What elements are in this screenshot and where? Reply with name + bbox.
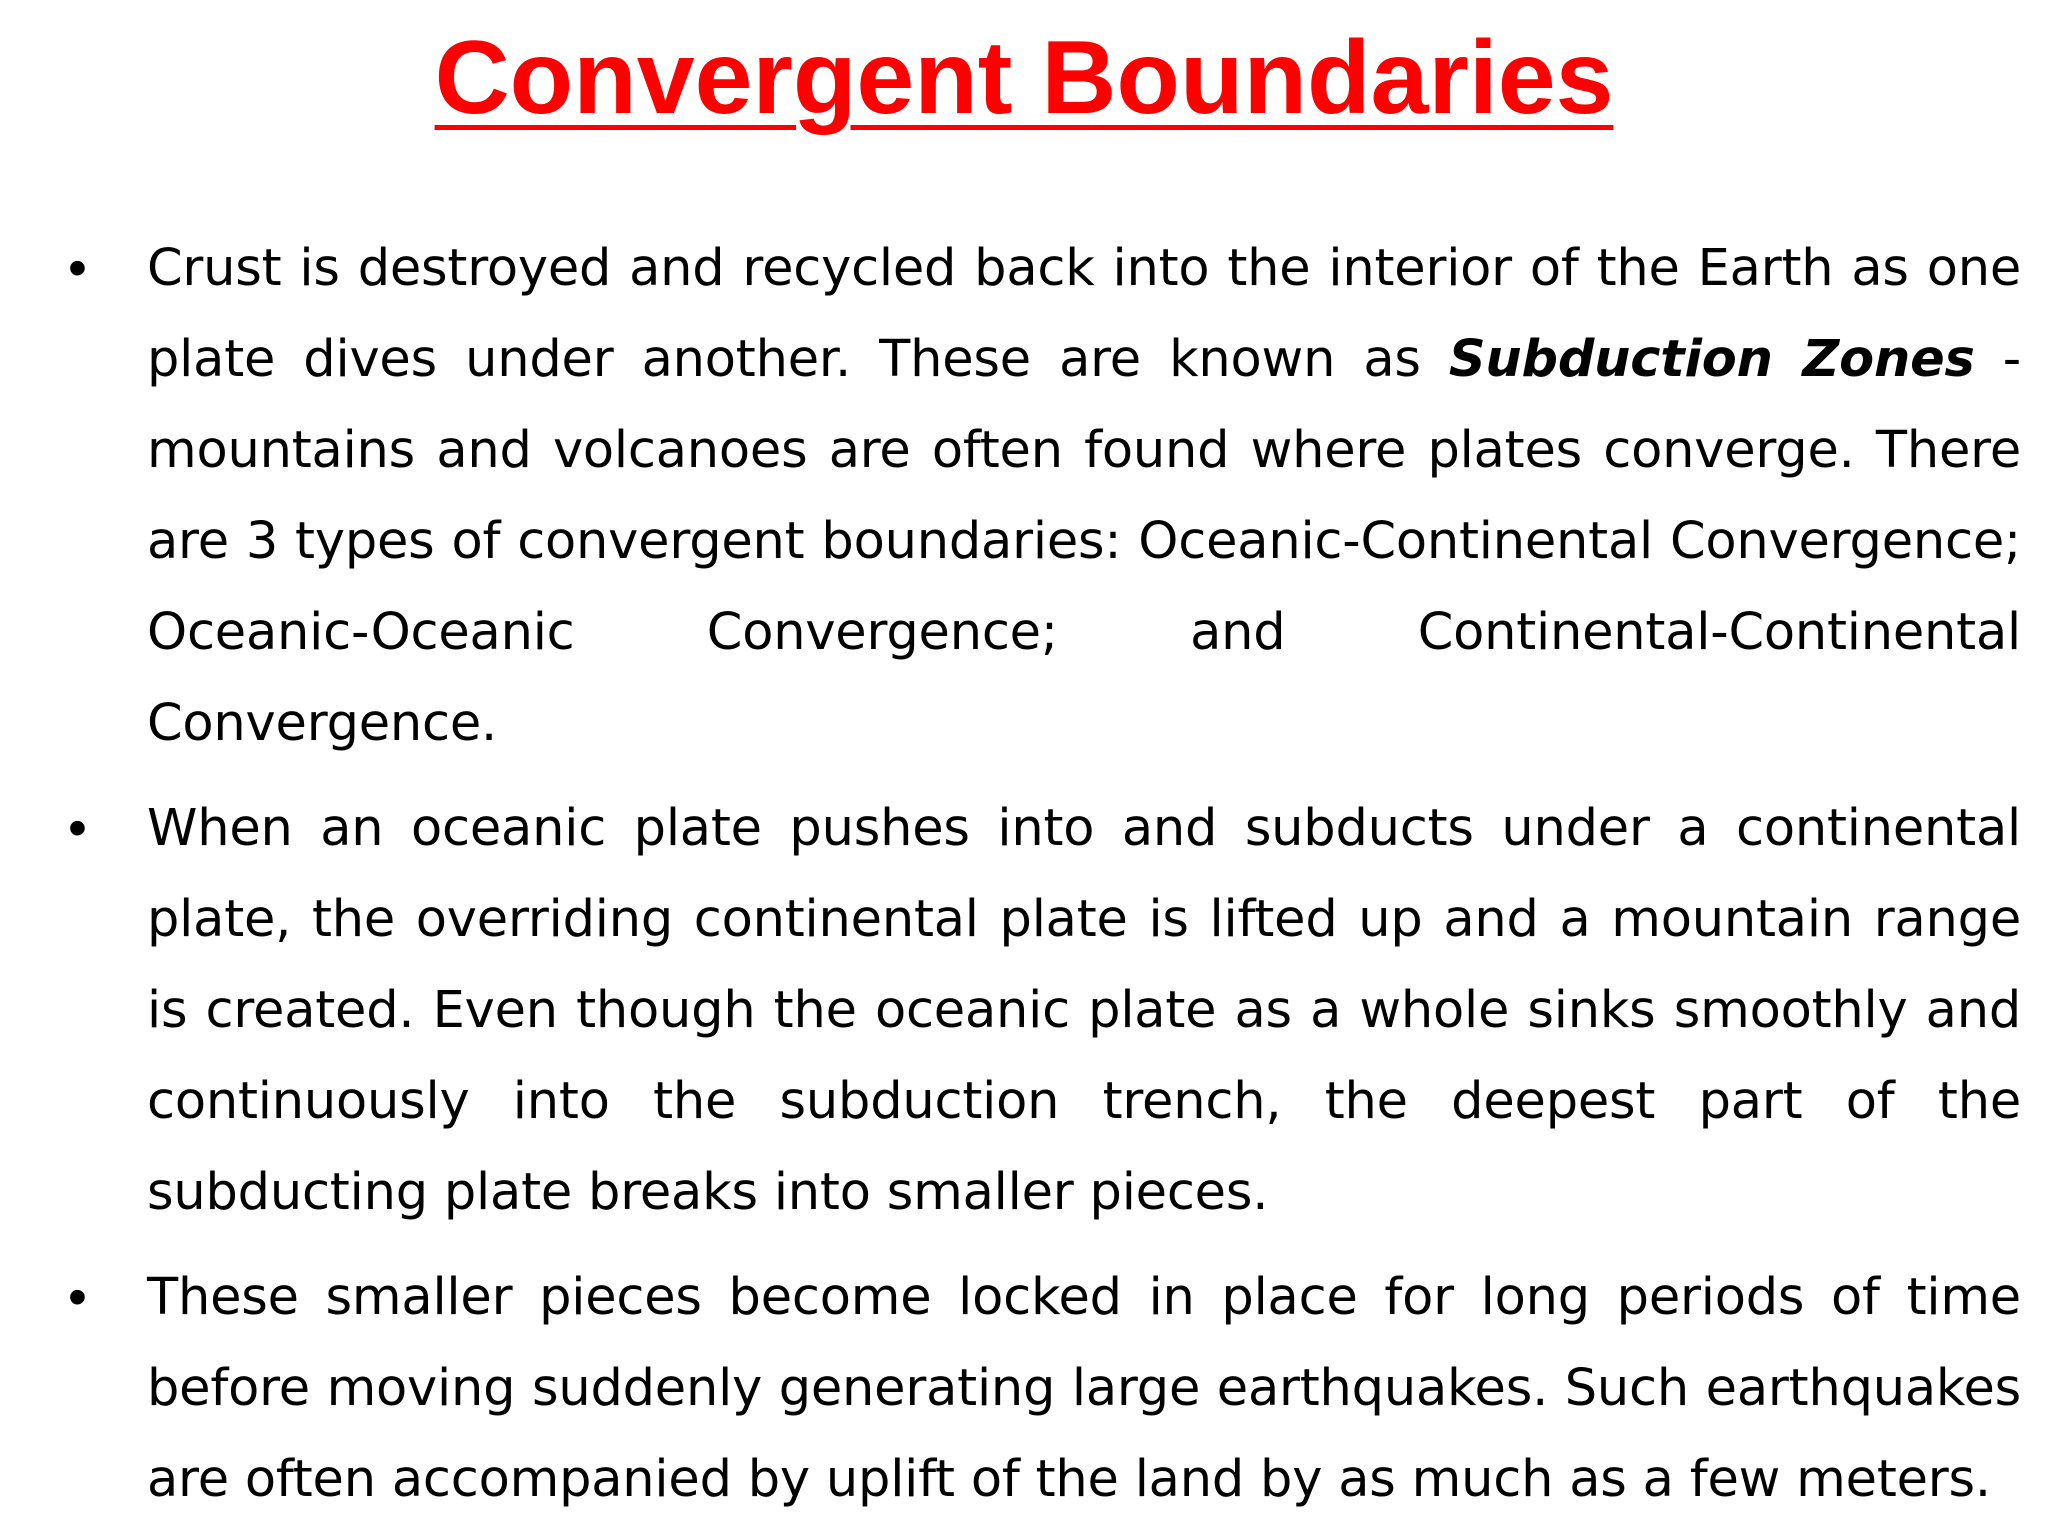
bullet-text: These smaller pieces become locked in place for long periods of time before moving suddenly generating large earthquakes. Such earthquakes are often accompanied by uplift of the land by as much as a few meters. bbox=[147, 1268, 2021, 1509]
bullet-item-subduction bbox=[0, 223, 2048, 769]
bullet-item-oceanic-plate bbox=[0, 783, 2048, 1238]
bullet-item-earthquakes bbox=[0, 1252, 2048, 1525]
bullet-list bbox=[0, 223, 2048, 1539]
bullet-icon: • bbox=[68, 1267, 87, 1327]
bullet-text: When an oceanic plate pushes into and subducts under a continental plate, the overriding continental plate is lifted up and a mountain range is created. Even though the oceanic plate as a whole sinks smoothly and continuously into the subduction trench, the deepest part of the subducting plate breaks into smaller pieces. bbox=[147, 799, 2021, 1222]
bullet-icon: • bbox=[68, 798, 87, 858]
bullet-text bbox=[147, 223, 2021, 769]
slide-title: Convergent Boundaries bbox=[434, 20, 1614, 136]
bullet-text-part: Crust is destroyed and recycled back into the interior of the Earth as one plate dives under another. These are known as bbox=[147, 239, 2021, 389]
emphasized-term: Subduction Zones bbox=[1448, 330, 1975, 389]
bullet-icon: • bbox=[68, 238, 87, 298]
bullet-text-part: - mountains and volcanoes are often found where plates converge. There are 3 types of convergent boundaries: Oceanic-Continental Convergence; Oceanic-Oceanic Convergence; and Continental-Continental Convergence. bbox=[147, 330, 2021, 753]
